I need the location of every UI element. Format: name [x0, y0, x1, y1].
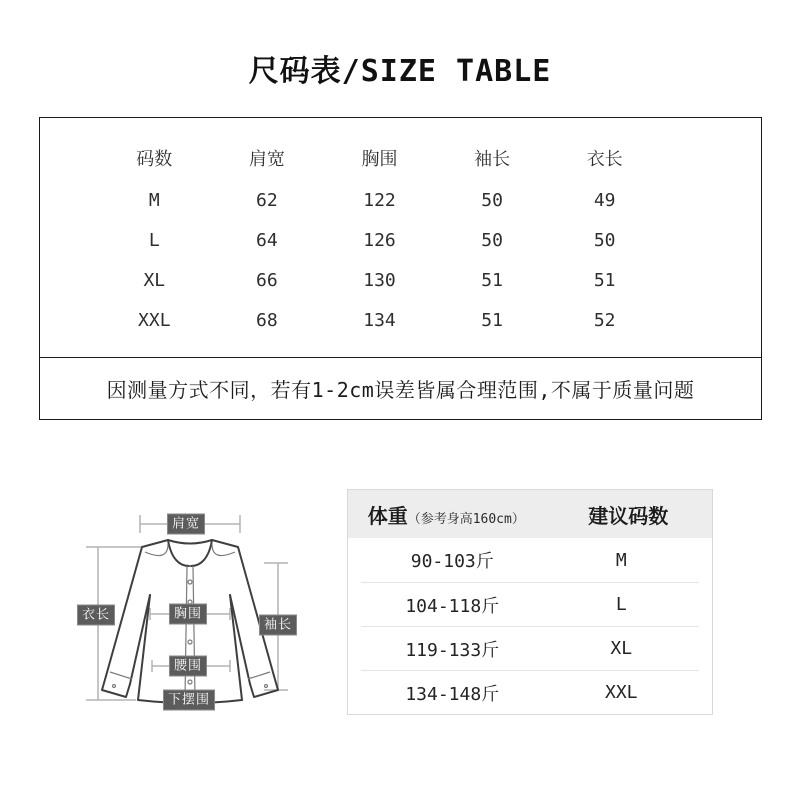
size-row-m: [98, 180, 661, 220]
weight-header-label: 体重: [367, 503, 408, 528]
weight-table-body: [348, 538, 712, 714]
size-row-l: [98, 220, 661, 260]
size-cell: 66: [256, 269, 278, 291]
size-cell: 50: [593, 229, 616, 251]
size-cell: 134: [363, 309, 396, 331]
size-cell: 50: [481, 229, 503, 251]
weight-header-note: （参考身高160cm）: [407, 511, 525, 527]
column-header-chest: 胸围: [361, 149, 398, 170]
tolerance-note-box: [40, 357, 761, 419]
garment-length-label: 衣长: [77, 605, 115, 626]
suggested-size-header: 建议码数: [588, 503, 669, 528]
shirt-measurement-diagram: [50, 500, 330, 765]
tolerance-note-text: 因测量方式不同，若有1-2cm误差皆属合理范围,不属于质量问题: [106, 378, 695, 402]
suggested-size-cell: XXL: [604, 682, 638, 703]
weight-table-header: [348, 490, 712, 538]
column-header-size: 码数: [136, 149, 173, 170]
size-cell: 49: [593, 189, 616, 211]
column-header-length: 衣长: [586, 149, 623, 170]
weight-range-cell: 90-103斤: [410, 551, 494, 572]
size-cell: XXL: [138, 309, 171, 331]
column-header-sleeve: 袖长: [474, 149, 511, 170]
weight-range-cell: 134-148斤: [405, 683, 500, 705]
size-row-xl: [98, 260, 661, 300]
page-title: 尺码表/SIZE TABLE: [248, 54, 552, 89]
weight-row: [361, 538, 699, 582]
hem-label: 下摆围: [163, 690, 215, 711]
sleeve-length-label: 袖长: [259, 615, 297, 636]
size-cell: 50: [481, 189, 503, 211]
weight-row: [361, 582, 699, 626]
weight-row: [361, 670, 699, 714]
waist-label: 腰围: [169, 656, 207, 677]
size-cell: 51: [593, 269, 616, 291]
size-cell: 122: [363, 189, 396, 211]
weight-range-cell: 119-133斤: [405, 639, 500, 661]
suggested-size-cell: L: [615, 594, 627, 615]
weight-range-cell: 104-118斤: [405, 595, 500, 617]
size-cell: 64: [256, 229, 278, 251]
size-table-header-row: [98, 136, 661, 180]
size-cell: L: [148, 229, 160, 251]
suggested-size-cell: M: [615, 549, 627, 571]
size-cell: 51: [481, 269, 503, 291]
size-table: [40, 118, 761, 340]
chest-label: 胸围: [169, 604, 207, 625]
suggested-size-cell: XL: [610, 638, 633, 659]
size-cell: 62: [256, 189, 278, 211]
size-cell: 130: [363, 269, 396, 291]
size-cell: 51: [481, 309, 503, 331]
size-cell: 126: [363, 229, 396, 251]
size-cell: 52: [593, 309, 616, 331]
shoulder-width-label: 肩宽: [167, 514, 205, 535]
weight-column-header: [348, 500, 545, 529]
size-cell: M: [148, 189, 160, 211]
weight-size-table: [347, 489, 713, 715]
size-cell: XL: [143, 269, 166, 291]
size-row-xxl: [98, 300, 661, 340]
size-table-box: [39, 117, 762, 420]
column-header-shoulder: 肩宽: [248, 149, 285, 170]
weight-row: [361, 626, 699, 670]
size-cell: 68: [256, 309, 278, 331]
